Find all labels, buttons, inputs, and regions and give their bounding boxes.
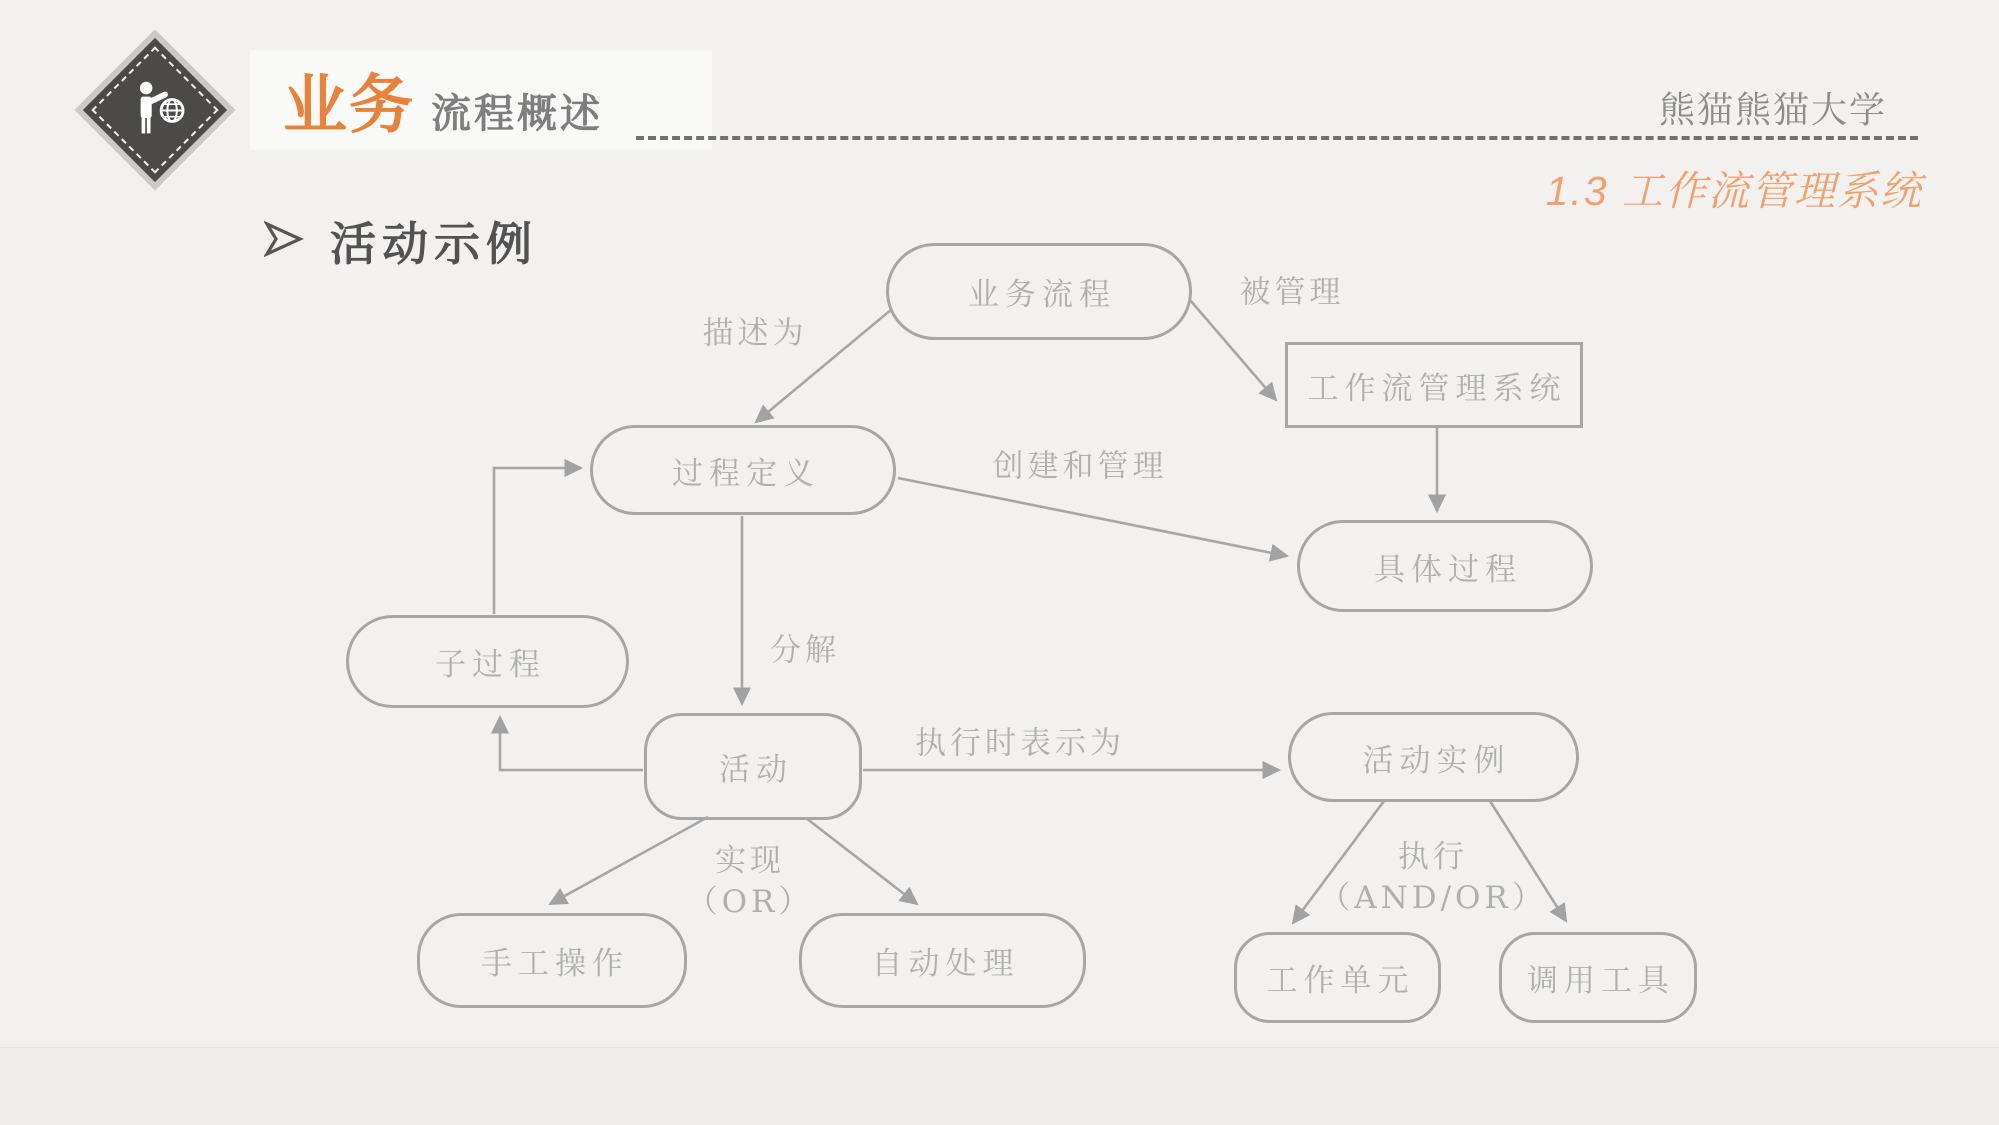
page-title-accent: 业务 bbox=[283, 69, 415, 141]
label-decompose: 分解 bbox=[770, 632, 840, 669]
node-workflow-management-system: 工作流管理系统 bbox=[1285, 342, 1583, 428]
edge-business-to-wfms bbox=[1190, 300, 1276, 400]
label-execution-and-or-line1: 执行 bbox=[1397, 839, 1468, 876]
node-business-process: 业务流程 bbox=[886, 243, 1192, 340]
label-execution-and-or-line2: （AND/OR） bbox=[1319, 880, 1547, 916]
label-implementation-or-line2: （OR） bbox=[686, 884, 814, 920]
label-managed-by: 被管理 bbox=[1239, 274, 1345, 311]
node-activity-instance: 活动实例 bbox=[1288, 712, 1579, 802]
node-activity: 活动 bbox=[644, 713, 862, 820]
edge-subprocess-to-process-definition bbox=[494, 468, 581, 614]
label-runtime-representation: 执行时表示为 bbox=[915, 725, 1125, 762]
node-subprocess: 子过程 bbox=[346, 615, 629, 708]
edge-activity-to-manual-operation bbox=[550, 817, 708, 904]
label-execution-and-or bbox=[1319, 837, 1547, 919]
node-concrete-process: 具体过程 bbox=[1297, 520, 1593, 612]
node-automatic-processing: 自动处理 bbox=[799, 913, 1086, 1008]
node-work-unit: 工作单元 bbox=[1234, 932, 1441, 1023]
edge-activity-to-subprocess bbox=[500, 717, 643, 770]
label-implementation-or bbox=[687, 841, 814, 923]
node-invoked-tool: 调用工具 bbox=[1499, 932, 1697, 1023]
section-subtitle: 1.3 工作流管理系统 bbox=[1545, 168, 1923, 214]
label-described-as: 描述为 bbox=[702, 315, 808, 352]
organization-name: 熊猫熊猫大学 bbox=[1658, 89, 1887, 130]
page-title-rest: 流程概述 bbox=[431, 92, 603, 136]
bullet-text: 活动示例 bbox=[330, 218, 538, 270]
node-process-definition: 过程定义 bbox=[590, 425, 896, 515]
edge-process-definition-to-concrete-process bbox=[898, 478, 1287, 556]
label-implementation-or-line1: 实现 bbox=[714, 843, 785, 880]
node-manual-operation: 手工操作 bbox=[417, 913, 687, 1008]
edge-activity-to-automatic-processing bbox=[806, 818, 917, 904]
label-create-and-manage: 创建和管理 bbox=[992, 448, 1168, 485]
